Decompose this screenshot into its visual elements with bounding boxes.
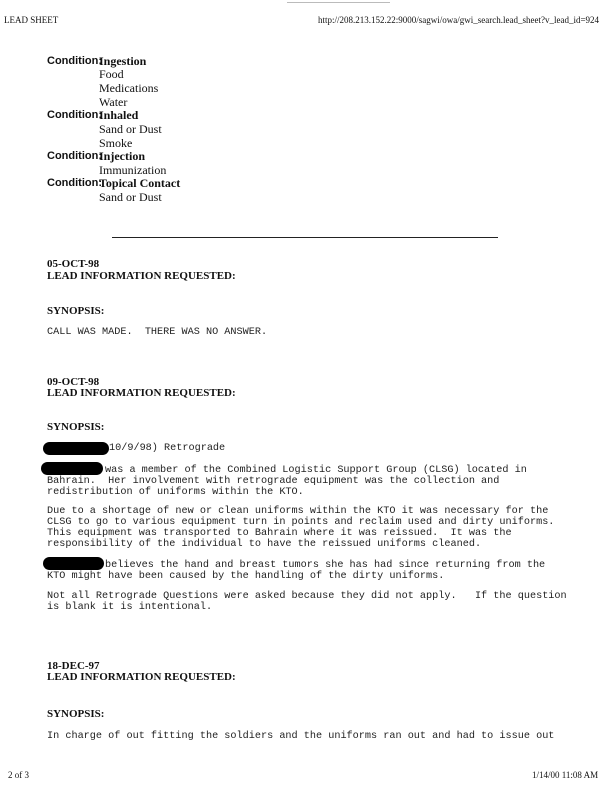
synopsis-text: believes the hand and breast tumors she has had since returning from the: [105, 560, 546, 571]
page-header-title: LEAD SHEET: [4, 15, 59, 25]
print-timestamp: 1/14/00 11:08 AM: [532, 770, 599, 780]
condition-label: Condition:: [47, 150, 102, 162]
entry-date: 18-DEC-97: [47, 660, 100, 672]
synopsis-text: was a member of the Combined Logistic Support Group (CLSG) located in: [105, 465, 527, 476]
synopsis-text: This equipment was transported to Bahrain where it was reissued. It was the: [47, 528, 512, 539]
synopsis-text: is blank it is intentional.: [47, 602, 213, 613]
synopsis-text: Bahrain. Her involvement with retrograde equipment was the collection and: [47, 476, 500, 487]
synopsis-text: KTO might have been caused by the handling of the dirty uniforms.: [47, 571, 445, 582]
condition-item: Water: [99, 95, 128, 109]
condition-value: Injection: [99, 149, 145, 163]
lead-info-label: LEAD INFORMATION REQUESTED:: [47, 671, 236, 683]
condition-label: Condition:: [47, 109, 102, 121]
condition-item: Sand or Dust: [99, 190, 162, 204]
lead-info-label: LEAD INFORMATION REQUESTED:: [47, 270, 236, 282]
condition-value: Topical Contact: [99, 176, 181, 190]
synopsis-label: SYNOPSIS:: [47, 421, 105, 433]
synopsis-text: In charge of out fitting the soldiers and the uniforms ran out and had to issue out: [47, 731, 555, 742]
condition-value: Ingestion: [99, 54, 147, 68]
redaction-bar: [43, 442, 109, 455]
lead-info-label: LEAD INFORMATION REQUESTED:: [47, 387, 236, 399]
synopsis-text: 10/9/98) Retrograde: [109, 443, 226, 454]
synopsis-label: SYNOPSIS:: [47, 305, 105, 317]
condition-item: Smoke: [99, 136, 133, 150]
page-number: 2 of 3: [8, 770, 29, 780]
synopsis-label: SYNOPSIS:: [47, 708, 105, 720]
condition-label: Condition:: [47, 177, 102, 189]
synopsis-text: redistribution of uniforms within the KTO.: [47, 487, 304, 498]
synopsis-text: CLSG to go to various equipment turn in points and reclaim used and dirty uniforms.: [47, 517, 555, 528]
section-divider: [112, 237, 498, 238]
synopsis-text: CALL WAS MADE. THERE WAS NO ANSWER.: [47, 327, 268, 338]
synopsis-text: Due to a shortage of new or clean uniforms within the KTO it was necessary for the: [47, 506, 549, 517]
condition-value: Inhaled: [99, 108, 139, 122]
condition-item: Sand or Dust: [99, 122, 162, 136]
condition-item: Immunization: [99, 163, 167, 177]
redaction-bar: [41, 462, 103, 475]
entry-date: 09-OCT-98: [47, 376, 100, 388]
entry-date: 05-OCT-98: [47, 258, 100, 270]
condition-item: Food: [99, 67, 124, 81]
condition-item: Medications: [99, 81, 159, 95]
synopsis-text: responsibility of the individual to have the reissued uniforms cleaned.: [47, 539, 482, 550]
page-header-url: http://208.213.152.22:9000/sagwi/owa/gwi_search.lead_sheet?v_lead_id=924: [318, 15, 600, 25]
redaction-bar: [43, 557, 104, 570]
synopsis-text: Not all Retrograde Questions were asked because they did not apply. If the question: [47, 591, 567, 602]
condition-label: Condition:: [47, 55, 102, 67]
top-rule: [287, 2, 390, 3]
